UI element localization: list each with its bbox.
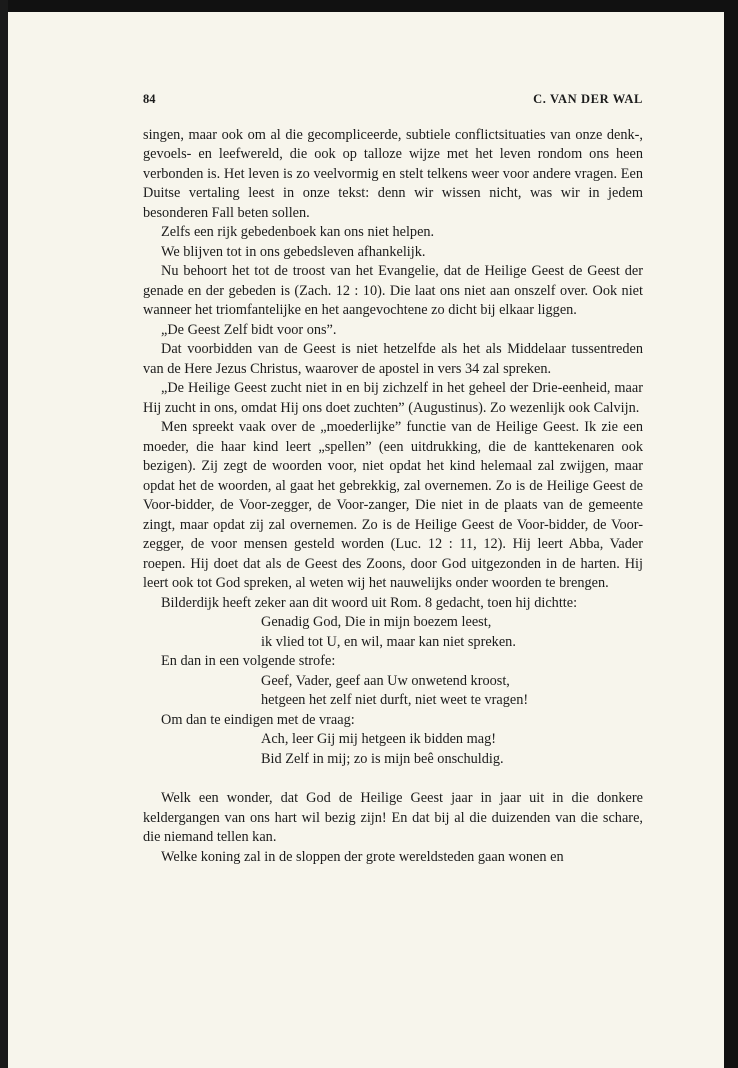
page-number: 84 (143, 92, 156, 106)
paragraph-1: singen, maar ook om al die gecompliceerde, subtiele conflictsituaties van onze denk-, gevoels- en leefwereld, die ook op talloze wijze met het leven rondom ons heen verbonden is. Het leven is zo veelvormig en stelt telkens weer voor andere vragen. Een Duitse vertaling leest in onze tekst: denn wir wissen nicht, was wir in jedem besonderen Fall beten sollen. (143, 126, 643, 221)
poem-line: Geef, Vader, geef aan Uw onwetend kroost, (261, 672, 510, 689)
paragraph-2: Zelfs een rijk gebedenboek kan ons niet helpen. (161, 224, 435, 240)
paragraph-9: Bilderdijk heeft zeker aan dit woord uit Rom. 8 gedacht, toen hij dichtte: (161, 594, 578, 611)
book-page (143, 90, 643, 867)
paragraph-11: Welke koning zal in de sloppen der grote wereldsteden gaan wonen en (161, 848, 564, 865)
section-gap (143, 769, 643, 789)
paragraph-3: We blijven tot in ons gebedsleven afhankelijk. (161, 243, 426, 260)
paragraph-8: Men spreekt vaak over de „moederlijke” functie van de Heilige Geest. Ik zie een moeder, die haar kind leert „spellen” (een uitdrukking, die de kanttekenaren ook bezigen). Zij zegt de woorden voor, niet opdat het kind helemaal zal zwijgen, maar opdat het de woorden, al gaat het gebrekkig, zal overnemen. Zo is de Heilige Geest de Voor-bidder, de Voor-zegger, de Voor-zanger, Die niet in de plaats van de gemeente zingt, maar opdat zij zal overnemen. Zo is de Heilige Geest de Voor-bidder, de Voor-zegger, de voor mensen gesteld worden (Luc. 12 : 11, 12). Hij leert Abba, Vader roepen. Hij doet dat als de Geest des Zoons, door God uitgezonden in de harten. Hij leert ook tot God spreken, al weten wij het nauwelijks onder woorden te brengen. (143, 419, 643, 591)
poem-line: Genadig God, Die in mijn boezem leest, (261, 614, 492, 630)
paragraph-10: Welk een wonder, dat God de Heilige Geest jaar in jaar uit in die donkere keldergangen van ons hart wil bezig zijn! En dat bij al die duizenden van die schare, die niemand tellen kan. (143, 790, 643, 845)
poem-line: hetgeen het zelf niet durft, niet weet te vragen! (261, 692, 529, 708)
poem-line: Bid Zelf in mij; zo is mijn beê onschuldig. (261, 750, 504, 767)
paragraph-6: Dat voorbidden van de Geest is niet hetzelfde als het als Middelaar tussentreden van de Here Jezus Christus, waarover de apostel in vers 34 zal spreken. (143, 341, 643, 377)
paragraph-7: „De Heilige Geest zucht niet in en bij zichzelf in het geheel der Drie-eenheid, maar Hij zucht in ons, omdat Hij ons doet zuchten” (Augustinus). Zo wezenlijk ook Calvijn. (143, 380, 643, 416)
poem-intro: En dan in een volgende strofe: (161, 653, 336, 669)
poem-line: ik vlied tot U, en wil, maar kan niet spreken. (261, 633, 516, 650)
scan-border-top (0, 0, 738, 12)
paragraph-4: Nu behoort het tot de troost van het Evangelie, dat de Heilige Geest de Geest der genade en der gebeden is (Zach. 12 : 10). Die laat ons niet aan onszelf over. Ook niet wanneer het triomfantelijke en het aangevochtene zo dicht bij elkaar liggen. (143, 263, 643, 318)
poem-line: Ach, leer Gij mij hetgeen ik bidden mag! (261, 731, 497, 747)
running-header (143, 90, 643, 110)
scan-border-left (0, 0, 8, 1068)
poem-intro: Om dan te eindigen met de vraag: (161, 711, 355, 728)
running-head-author: C. VAN DER WAL (533, 92, 643, 106)
scan-border-right (724, 0, 738, 1068)
paragraph-5: „De Geest Zelf bidt voor ons”. (161, 321, 337, 338)
